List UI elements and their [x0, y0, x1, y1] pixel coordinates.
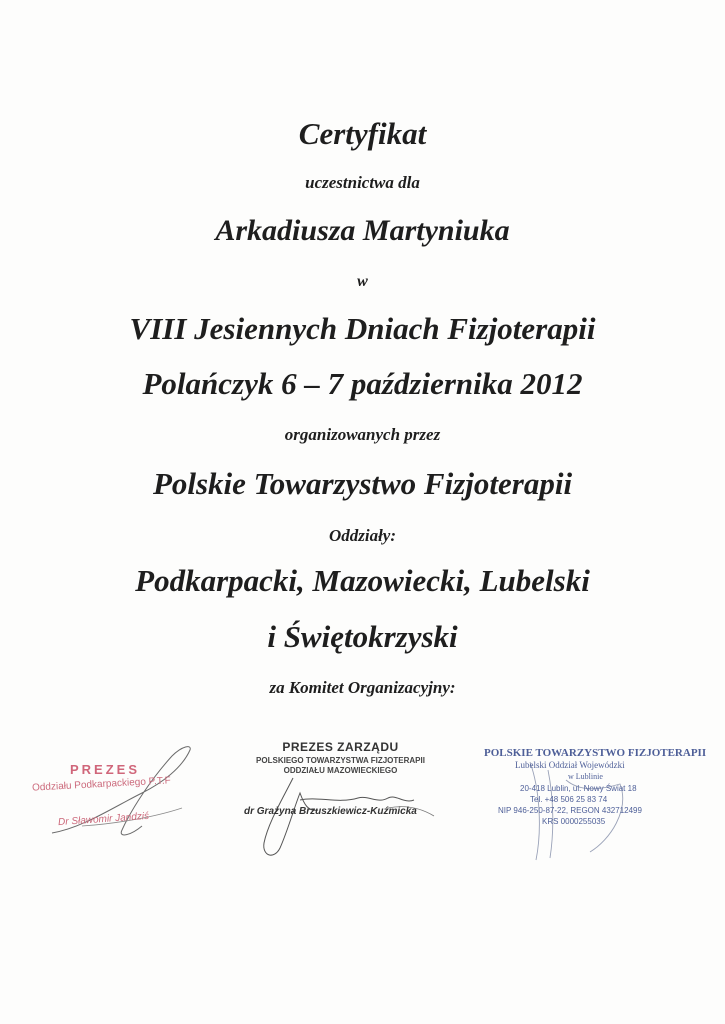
organizer-name: Polskie Towarzystwo Fizjoterapii	[152, 466, 573, 501]
branches-line-2: i Świętokrzyski	[267, 619, 458, 654]
committee-text: za Komitet Organizacyjny:	[269, 678, 456, 697]
stamp-mazowiecki	[238, 738, 443, 868]
stamp-right-line-1: POLSKIE TOWARZYSTWO FIZJOTERAPII	[484, 747, 707, 759]
stamp-left-name: Dr Sławomir Jandziś	[57, 810, 150, 829]
branches-line-1: Podkarpacki, Mazowiecki, Lubelski	[135, 563, 590, 598]
stamp-left-title: PREZES	[70, 762, 141, 777]
participation-text: uczestnictwa dla	[305, 173, 420, 192]
stamp-right-line-4: 20-418 Lublin, ul. Nowy Świat 18	[520, 784, 637, 793]
certificate-title: Certyfikat	[298, 116, 427, 151]
stamp-left-subtitle: Oddziału Podkarpackiego P.T.F	[31, 775, 171, 794]
stamp-right-line-7: KRS 0000255035	[542, 817, 606, 826]
branches-label: Oddziały:	[328, 526, 397, 545]
signature-left-icon	[22, 738, 232, 848]
stamp-podkarpacki	[22, 738, 232, 848]
stamp-right-line-3: w Lublinie	[568, 772, 603, 781]
stamp-middle-title: PREZES ZARZĄDU	[282, 740, 399, 754]
event-place-date: Polańczyk 6 – 7 października 2012	[142, 366, 583, 401]
stamp-right-line-2: Lubelski Oddział Wojewódzki	[515, 760, 625, 770]
stamp-right-line-6: NIP 946-250-87-22, REGON 432712499	[498, 806, 642, 815]
event-name: VIII Jesiennych Dniach Fizjoterapii	[129, 311, 596, 346]
stamp-middle-subtitle-1: POLSKIEGO TOWARZYSTWA FIZJOTERAPII	[256, 756, 425, 765]
stamp-right-line-5: Tel. +48 506 25 83 74	[530, 795, 608, 804]
recipient-name: Arkadiusza Martyniuka	[215, 214, 510, 247]
stamp-middle-name: dr Grażyna Brzuszkiewicz-Kuźmicka	[244, 806, 417, 817]
preposition-text: w	[357, 273, 368, 290]
stamp-lubelski	[470, 740, 710, 870]
stamp-middle-subtitle-2: ODDZIAŁU MAZOWIECKIEGO	[283, 766, 398, 775]
organized-by-text: organizowanych przez	[284, 425, 441, 444]
